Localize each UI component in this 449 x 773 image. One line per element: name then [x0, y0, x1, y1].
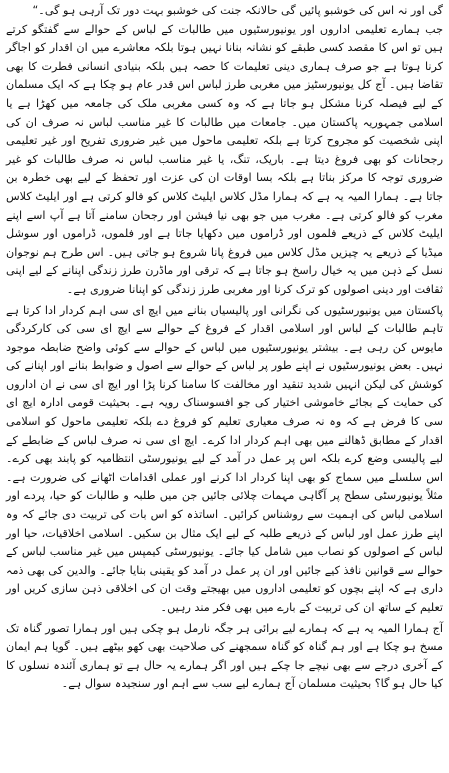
article-paragraph-1: گی اور نہ اس کی خوشبو پائیں گی حالانکہ جنت کی خوشبو بہت دور تک آرہی ہو گی۔“	[32, 4, 443, 17]
article-paragraph-2: جب ہمارے تعلیمی اداروں اور یونیورسٹیوں میں طالبات کے لباس کے حوالے سے گفتگو کرتے ہیں تو اس کا مقصد کسی طبقے کو نشانہ بنانا نہیں ہوتا بلکہ معاشرے میں ان اقدار کو اجاگر کرنا ہوتا ہے جو صرف ہماری دینی تعلیمات کا حصہ ہیں بلکہ بنیادی انسانی فطرت کا بھی تقاضا ہیں۔ آج کل یونیورسٹیز میں مغربی طرز لباس اس قدر عام ہو چکا ہے کہ ایک مسلمان کے لیے فیصلہ کرنا مشکل ہو جاتا ہے کہ وہ کسی مغربی ملک کی جامعہ میں کھڑا ہے یا اسلامی جمہوریہ پاکستان میں۔ جامعات میں طالبات کا غیر مناسب لباس نہ صرف ان کی اپنی شخصیت کو مجروح کرتا ہے بلکہ تعلیمی ماحول میں غیر ضروری تفریح اور غیر تعلیمی رجحانات کو بھی فروغ دیتا ہے۔ باریک، تنگ، یا غیر مناسب لباس نہ صرف طالبات کو غیر ضروری توجہ کا مرکز بناتا ہے بلکہ بسا اوقات ان کی عزت اور تحفظ کے لیے بھی خطرہ بن جاتا ہے۔ ہمارا المیہ یہ ہے کہ ہمارا مڈل کلاس ایلیٹ کلاس کو فالو کرتی ہے اور ایلیٹ کلاس مغرب کو فالو کرتی ہے۔ مغرب میں جو بھی نیا فیشن اور رجحان سامنے آتا ہے آپ اسے اپنے ایلیٹ کلاس کے ذریعے فلموں اور ڈراموں میں دکھایا جاتا ہے اور فلموں، ڈراموں اور سوشل میڈیا کے ذریعے یہ چیزیں مڈل کلاس میں فروغ پانا شروع ہو جاتی ہیں۔ اس طرح ہم نوجوان نسل کے ذہن میں یہ خیال راسخ ہو جاتا ہے کہ ترقی اور ماڈرن طرز زندگی اپنانے کے لیے اپنی ثقافت اور دینی اصولوں کو ترک کرنا اور مغربی طرز زندگی کو اپنانا ضروری ہے۔	[6, 22, 443, 296]
article-paragraph-4: آج ہمارا المیہ یہ ہے کہ ہمارے لیے برائی ہر جگہ نارمل ہو چکی ہیں اور ہمارا تصور گناہ تک مسخ ہو چکا ہے اور ہم گناہ کو گناہ سمجھنے کی صلاحیت بھی کھو بیٹھے ہیں۔ گویا ہم ایمان کے آخری درجے سے بھی نیچے جا چکے ہیں اور اگر ہمارے یہ حال ہے تو ہماری آئندہ نسلوں کا کیا حال ہو گا؟ بحیثیت مسلمان آج ہمارے لیے سب سے اہم اور سنجیدہ سوال ہے۔	[6, 621, 443, 691]
article-paragraph-3: پاکستان میں یونیورسٹیوں کی نگرانی اور پالیسیاں بنانے میں ایچ ای سی اہم کردار ادا کرتا ہے تاہم طالبات کے لباس اور اسلامی اقدار کے فروغ کے حوالے سے ایچ ای سی کی کارکردگی مایوس کن رہی ہے۔ بیشتر یونیورسٹیوں میں لباس کے حوالے سے کوئی واضح ضابطہ موجود نہیں۔ بعض یونیورسٹیوں نے اپنے طور پر لباس کے حوالے سے اصول و ضوابط بنانے اور اپنانے کی کوشش کی لیکن انہیں شدید تنقید اور مخالفت کا سامنا کرنا پڑا اور ایچ ای سی نے ان اداروں کی حمایت کے بجائے خاموشی اختیار کی جو افسوسناک رویہ ہے۔ بحیثیت قومی ادارہ ایچ ای سی کا فرض ہے کہ وہ نہ صرف معیاری تعلیم کو فروغ دے بلکہ تعلیمی ماحول کو اسلامی اقدار کے مطابق ڈھالنے میں بھی اہم کردار ادا کرے۔ ایچ ای سی نہ صرف لباس کے ضابطے کے لیے پالیسی وضع کرے بلکہ اس پر عمل در آمد کے لیے یونیورسٹی انتظامیہ کو پابند بھی کرے۔ اس سلسلے میں سماج کو بھی اپنا کردار ادا کرنے اور عملی اقدامات اٹھانے کی ضرورت ہے۔ مثلاً یونیورسٹی سطح پر آگاہی مہمات چلائی جائیں جن میں طلبہ و طالبات کو حیا، پردے اور اسلامی لباس کی اہمیت سے روشناس کرائیں۔ اساتذہ کو اس بات کی تربیت دی جائے کہ وہ اپنے طرز عمل اور لباس کے ذریعے طلبہ کے لیے ایک مثال بن سکیں۔ اسلامی اخلاقیات، حیا اور لباس کے اصولوں کو نصاب میں شامل کیا جائے۔ یونیورسٹی کیمپس میں غیر مناسب لباس کے حوالے سے قوانین نافذ کیے جائیں اور ان پر عمل در آمد کو یقینی بنایا جائے۔ والدین کی بھی ذمہ داری ہے کہ اپنے بچوں کو تعلیمی اداروں میں بھیجتے وقت ان کی اخلاقی ذہن سازی کریں اور تعلیم کے ساتھ ان کی تربیت کے بارے میں بھی فکر مند رہیں۔	[6, 303, 443, 614]
